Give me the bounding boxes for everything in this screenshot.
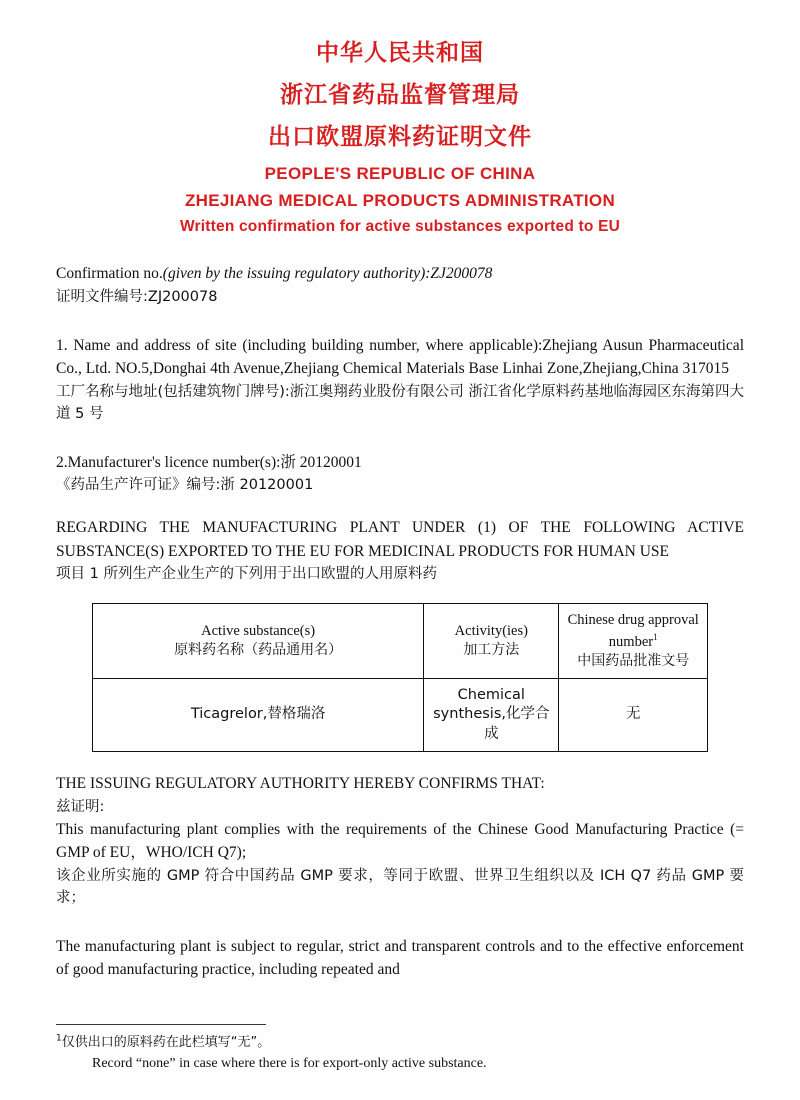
site-name-address-cn: 工厂名称与地址(包括建筑物门牌号):浙江奥翔药业股份有限公司 浙江省化学原料药基地临海园区东海第四大道 5 号 bbox=[56, 383, 744, 422]
confirms-para1-cn: 该企业所实施的 GMP 符合中国药品 GMP 要求，等同于欧盟、世界卫生组织以及 ICH Q7 药品 GMP 要求； bbox=[56, 867, 744, 906]
header-activity-en: Activity(ies) bbox=[454, 623, 528, 640]
header-active-substance bbox=[93, 604, 424, 678]
header-active-substance-en: Active substance(s) bbox=[201, 623, 316, 640]
confirmation-number-block bbox=[56, 262, 744, 308]
cell-activity: Chemical synthesis,化学合成 bbox=[424, 678, 559, 751]
table-row bbox=[93, 678, 708, 751]
confirms-para1-en: This manufacturing plant complies with the requirements of the Chinese Good Manufacturing Practice (= GMP of EU，WHO/ICH Q7); bbox=[56, 820, 744, 862]
footnote-divider bbox=[56, 1024, 266, 1025]
confirmation-number-paren: (given by the issuing regulatory authority) bbox=[162, 265, 426, 282]
header-activity-cn: 加工方法 bbox=[463, 642, 520, 659]
footnote-cn bbox=[56, 1031, 744, 1050]
licence-number-cn: 《药品生产许可证》编号:浙 20120001 bbox=[56, 477, 314, 494]
header-cn-line-2: 浙江省药品监督管理局 bbox=[280, 82, 520, 108]
header-active-substance-cn: 原料药名称（药品通用名） bbox=[174, 642, 343, 659]
confirms-para2-block bbox=[56, 935, 744, 982]
confirms-block bbox=[56, 772, 744, 909]
header-cn-line-3: 出口欧盟原料药证明文件 bbox=[268, 124, 532, 150]
footnote-number: 1 bbox=[56, 1033, 62, 1044]
cell-approval-number: 无 bbox=[559, 678, 708, 751]
regarding-en: REGARDING THE MANUFACTURING PLANT UNDER (1) OF THE FOLLOWING ACTIVE SUBSTANCE(S) EXPORTED TO THE EU FOR MEDICINAL PRODUCTS FOR HUMAN USE bbox=[56, 519, 744, 560]
confirms-title-cn: 兹证明: bbox=[56, 798, 105, 815]
confirmation-number-en bbox=[56, 262, 744, 286]
active-substance-table bbox=[92, 603, 708, 752]
confirmation-number-value: :ZJ200078 bbox=[425, 265, 493, 282]
confirmation-number-label: Confirmation no. bbox=[56, 265, 163, 282]
header-en-line-3: Written confirmation for active substances exported to EU bbox=[179, 218, 621, 235]
header-activity bbox=[424, 604, 559, 678]
header-approval-number-en-text: Chinese drug approval number bbox=[567, 612, 699, 650]
header-en-line-1: PEOPLE'S REPUBLIC OF CHINA bbox=[264, 164, 536, 183]
confirms-title-en: THE ISSUING REGULATORY AUTHORITY HEREBY CONFIRMS THAT: bbox=[56, 775, 545, 793]
regarding-cn: 项目 1 所列生产企业生产的下列用于出口欧盟的人用原料药 bbox=[56, 566, 437, 583]
cell-active-substance: Ticagrelor,替格瑞洛 bbox=[93, 678, 424, 751]
header-cn-line-1: 中华人民共和国 bbox=[316, 40, 484, 66]
header-approval-number-en bbox=[563, 611, 703, 652]
regarding-block bbox=[56, 516, 744, 585]
site-name-address-block bbox=[56, 334, 744, 425]
footnote bbox=[56, 1024, 744, 1072]
footnote-en: Record “none” in case where there is for export-only active substance. bbox=[92, 1056, 487, 1071]
header-approval-number-cn: 中国药品批准文号 bbox=[577, 653, 690, 670]
document-header bbox=[56, 34, 744, 236]
active-substance-table-wrapper bbox=[56, 603, 744, 752]
footnote-cn-text: 仅供出口的原料药在此栏填写“无”。 bbox=[61, 1035, 271, 1050]
site-name-address-en: 1. Name and address of site (including building number, where applicable):Zhejiang Ausun Pharmaceutical Co., Ltd. NO.5,Donghai 4th Avenue,Zhejiang Chemical Materials Base Linhai Zone,Zhejiang,China 317015 bbox=[56, 336, 744, 378]
header-en-line-2: ZHEJIANG MEDICAL PRODUCTS ADMINISTRATION bbox=[184, 191, 616, 210]
licence-number-block bbox=[56, 451, 744, 497]
footnote-marker-superscript: 1 bbox=[653, 631, 658, 642]
table-header-row bbox=[93, 604, 708, 678]
licence-number-en: 2.Manufacturer's licence number(s):浙 20120001 bbox=[56, 453, 362, 471]
header-approval-number bbox=[559, 604, 708, 678]
confirmation-number-cn: 证明文件编号:ZJ200078 bbox=[56, 288, 218, 305]
confirms-para2-en: The manufacturing plant is subject to regular, strict and transparent controls and to the effective enforcement of good manufacturing practice, including repeated and bbox=[56, 937, 744, 979]
